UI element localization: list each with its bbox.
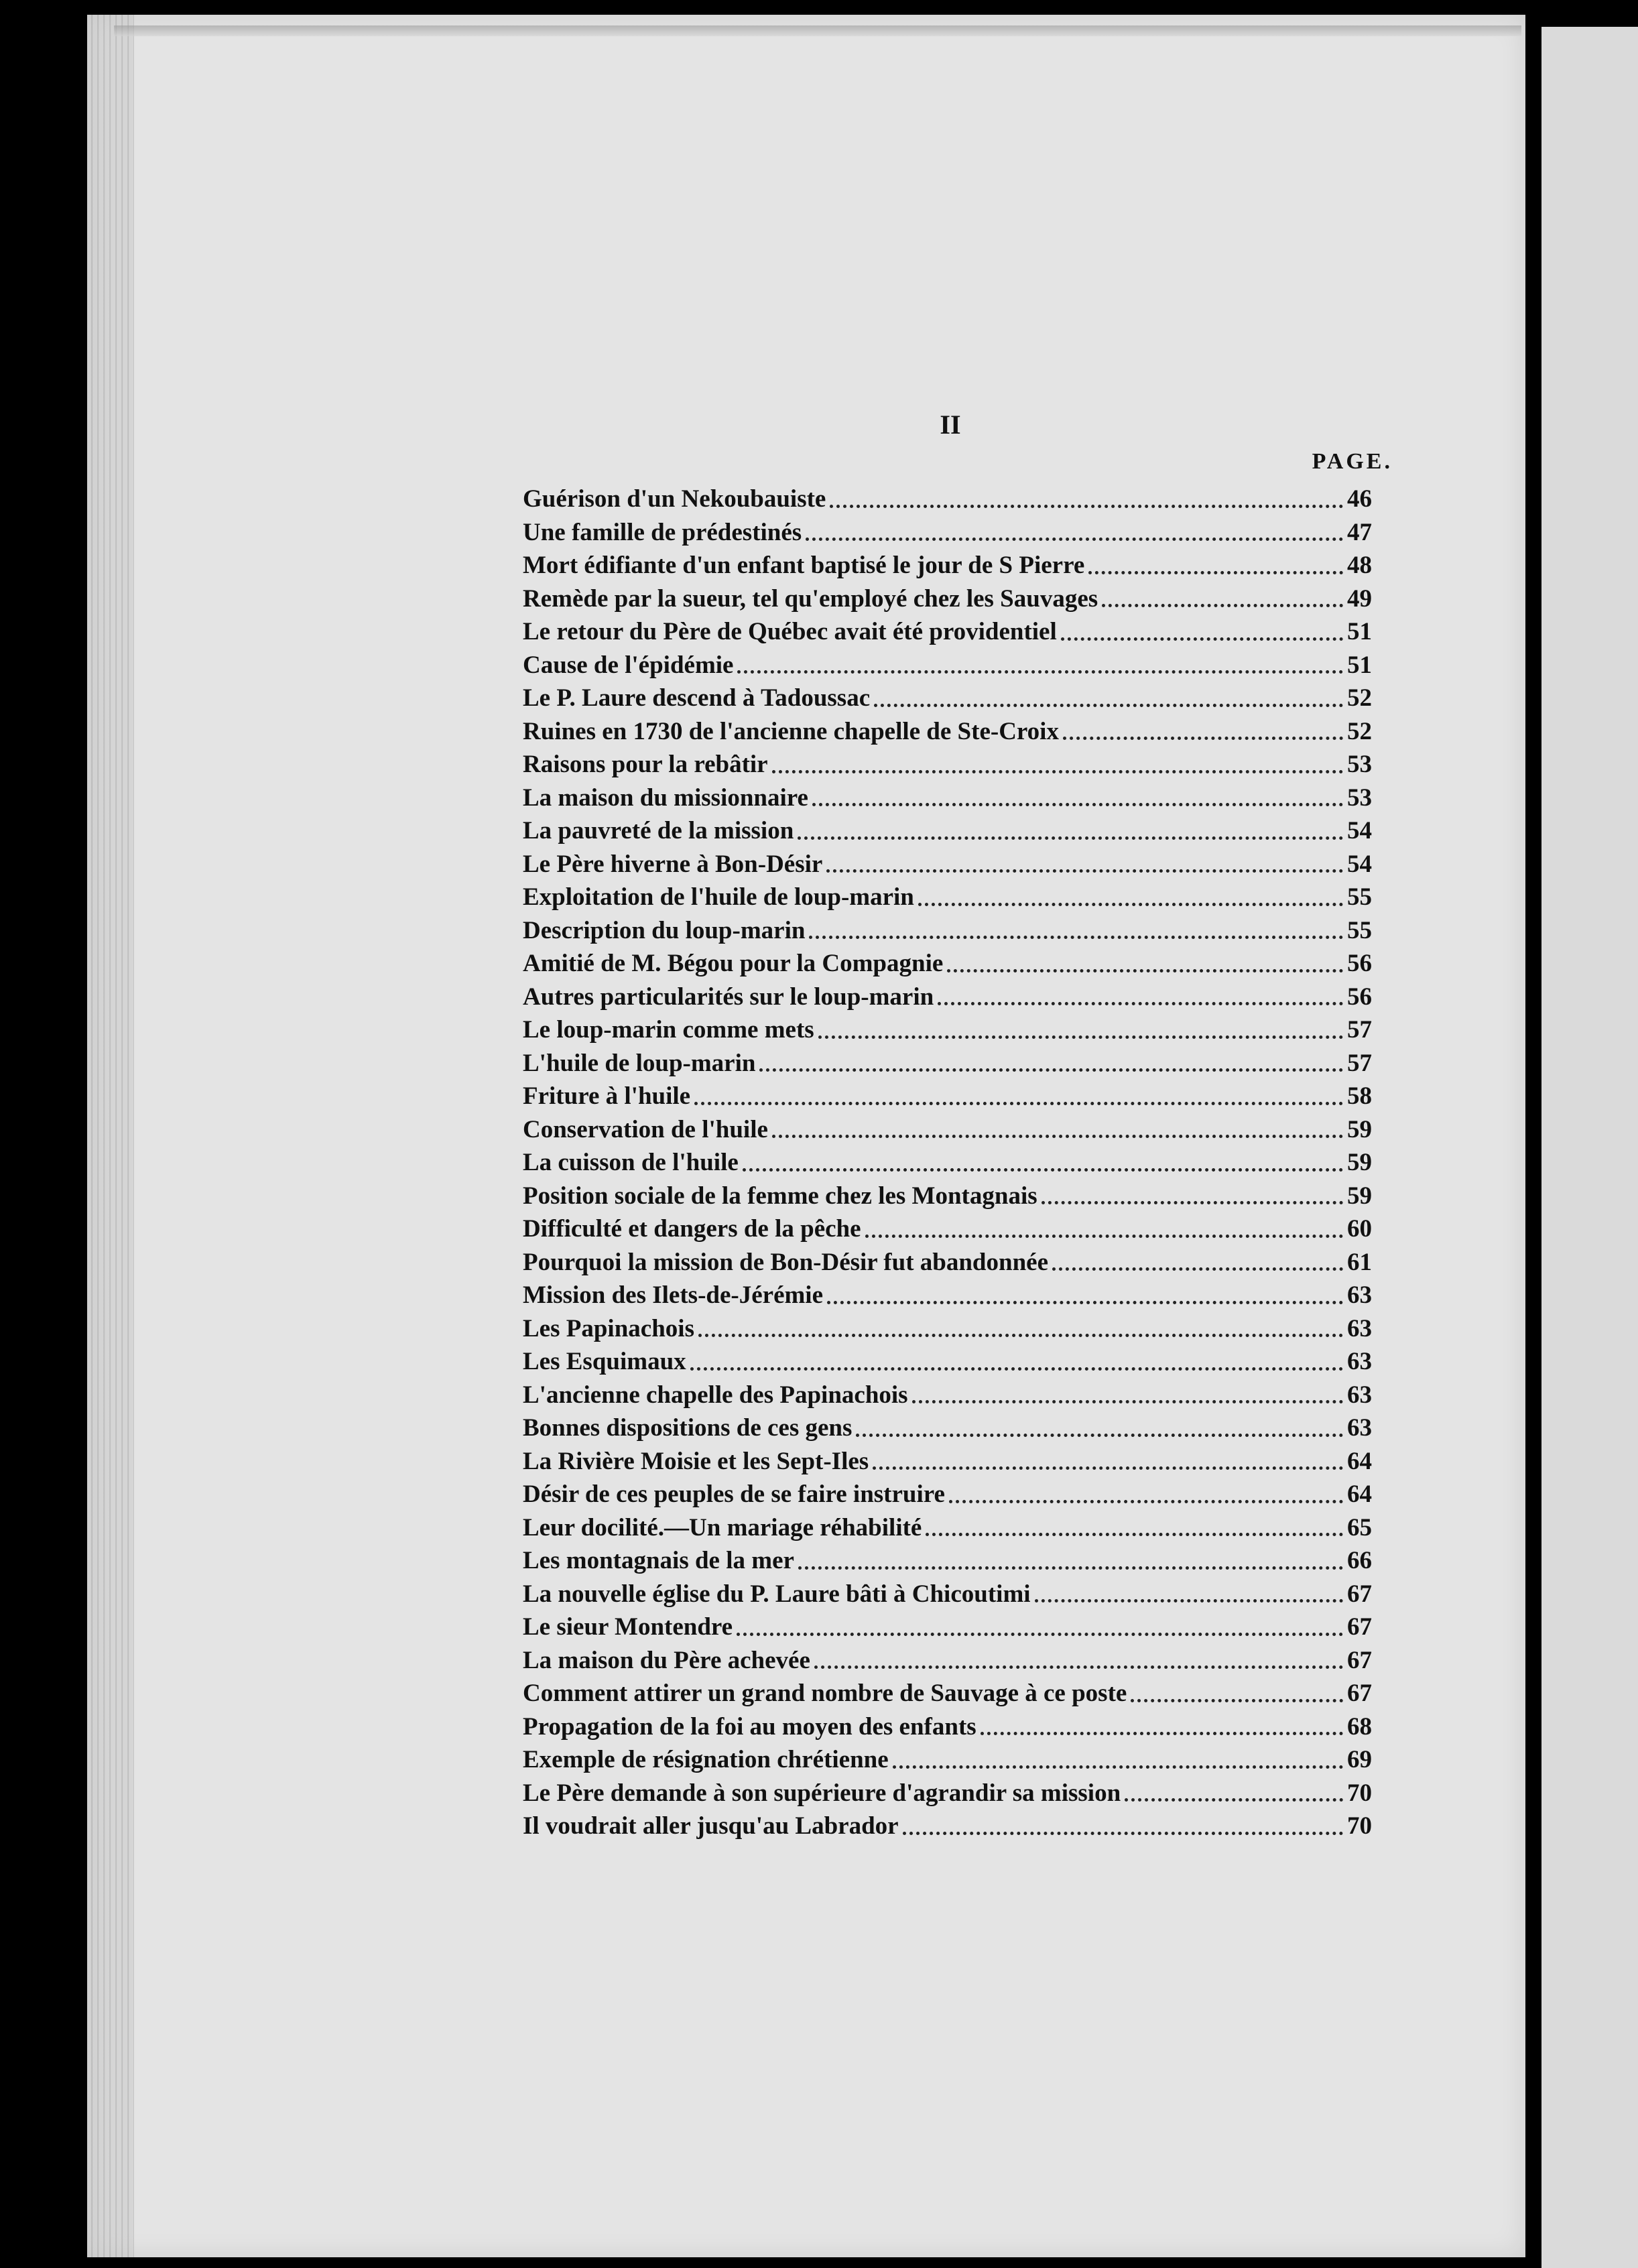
toc-entry <box>523 1113 1394 1147</box>
toc-entry <box>523 1180 1394 1213</box>
toc-entry-title: La pauvreté de la mission <box>523 817 794 844</box>
dot-leader <box>830 499 1343 508</box>
toc-entry-title: La cuisson de l'huile <box>523 1149 739 1176</box>
dot-leader <box>1102 598 1343 607</box>
toc-entry-page: 47 <box>1347 518 1372 546</box>
dot-leader <box>912 1395 1343 1403</box>
toc-entry-page: 55 <box>1347 883 1372 911</box>
toc-entry-title: La maison du missionnaire <box>523 783 808 812</box>
dot-leader <box>798 1561 1343 1570</box>
toc-entry-title: Cause de l'épidémie <box>523 651 734 679</box>
toc-entry-page: 61 <box>1347 1248 1372 1276</box>
toc-entry-title: Le retour du Père de Québec avait été providentiel <box>523 618 1057 645</box>
toc-entry <box>523 1013 1394 1047</box>
dot-leader <box>1042 1196 1343 1204</box>
dot-leader <box>826 864 1343 873</box>
toc-entry <box>523 881 1394 914</box>
dot-leader <box>698 1328 1343 1337</box>
toc-entry-title: Le Père hiverne à Bon-Désir <box>523 850 823 878</box>
dot-leader <box>865 1229 1343 1238</box>
dot-leader <box>938 997 1343 1005</box>
toc-entry-page: 67 <box>1347 1680 1372 1707</box>
toc-entry-page: 53 <box>1347 751 1372 778</box>
dot-leader <box>827 1296 1343 1304</box>
dot-leader <box>806 532 1343 541</box>
toc-entry <box>523 781 1394 815</box>
toc-entry-page: 54 <box>1347 817 1372 844</box>
toc-entry-page: 67 <box>1347 1646 1372 1674</box>
toc-entry-title: Exploitation de l'huile de loup-marin <box>523 883 914 911</box>
toc-entry-page: 63 <box>1347 1381 1372 1409</box>
toc-entry-page: 59 <box>1347 1115 1372 1143</box>
toc-entry-page: 51 <box>1347 618 1372 645</box>
toc-entry-page: 65 <box>1347 1513 1372 1541</box>
toc-entry-page: 58 <box>1347 1082 1372 1110</box>
toc-entry-title: Raisons pour la rebâtir <box>523 751 768 778</box>
toc-entry-title: Une famille de prédestinés <box>523 518 802 546</box>
dot-leader <box>893 1760 1343 1769</box>
toc-entry-title: Les montagnais de la mer <box>523 1547 794 1574</box>
dot-leader <box>737 665 1343 674</box>
toc-entry-title: La Rivière Moisie et les Sept-Iles <box>523 1447 869 1475</box>
toc-entry-page: 64 <box>1347 1447 1372 1475</box>
dot-leader <box>903 1826 1343 1835</box>
toc-entry <box>523 981 1394 1014</box>
dot-leader <box>772 765 1343 773</box>
toc-entry <box>523 1411 1394 1445</box>
dot-leader <box>798 831 1343 840</box>
toc-entry <box>523 1047 1394 1080</box>
toc-entry-page: 63 <box>1347 1281 1372 1309</box>
toc-entry <box>523 1677 1394 1710</box>
toc-entry-title: Les Esquimaux <box>523 1348 686 1375</box>
toc-entry-title: Exemple de résignation chrétienne <box>523 1746 889 1773</box>
toc-entry <box>523 1379 1394 1412</box>
toc-entry-page: 49 <box>1347 584 1372 613</box>
toc-entry <box>523 1544 1394 1578</box>
dot-leader <box>1088 566 1343 574</box>
toc-entry-page: 54 <box>1347 850 1372 878</box>
toc-entry <box>523 1578 1394 1611</box>
toc-entry-page: 53 <box>1347 783 1372 812</box>
page-top-edge <box>114 25 1521 36</box>
dot-leader <box>873 1461 1343 1470</box>
dot-leader <box>694 1096 1343 1105</box>
toc-entry-title: Difficulté et dangers de la pêche <box>523 1215 861 1243</box>
dot-leader <box>772 1129 1343 1138</box>
toc-entry-page: 59 <box>1347 1182 1372 1210</box>
toc-entry-title: Il voudrait aller jusqu'au Labrador <box>523 1812 899 1840</box>
toc-entry <box>523 549 1394 582</box>
toc-entry <box>523 1810 1394 1843</box>
page-marker: II <box>940 410 961 440</box>
toc-entry-title: Comment attirer un grand nombre de Sauvage à ce poste <box>523 1680 1127 1707</box>
dot-leader <box>947 964 1343 972</box>
toc-entry <box>523 615 1394 649</box>
toc-entry-page: 55 <box>1347 916 1372 944</box>
toc-entry <box>523 516 1394 550</box>
toc-entry-page: 51 <box>1347 651 1372 679</box>
toc-entry-title: L'huile de loup-marin <box>523 1049 756 1077</box>
toc-entry-title: Autres particularités sur le loup-marin <box>523 983 934 1011</box>
toc-entry-page: 70 <box>1347 1812 1372 1840</box>
toc-entry-page: 63 <box>1347 1314 1372 1342</box>
toc-entry-page: 57 <box>1347 1049 1372 1077</box>
toc-entry <box>523 483 1394 516</box>
scan-gutter <box>1525 0 1541 2268</box>
toc-entry-title: L'ancienne chapelle des Papinachois <box>523 1381 908 1409</box>
toc-entry-title: Conservation de l'huile <box>523 1115 768 1143</box>
dot-leader <box>809 930 1343 939</box>
toc-entry-title: Le Père demande à son supérieure d'agrandir sa mission <box>523 1779 1121 1807</box>
toc-entry-title: Mission des Ilets-de-Jérémie <box>523 1281 824 1309</box>
toc-entry-title: Désir de ces peuples de se faire instruire <box>523 1480 945 1508</box>
dot-leader <box>690 1362 1343 1371</box>
toc-entry-title: La maison du Père achevée <box>523 1646 810 1674</box>
toc-entry-title: Le loup-marin comme mets <box>523 1016 814 1044</box>
toc-entry <box>523 947 1394 981</box>
toc-entry-page: 57 <box>1347 1016 1372 1044</box>
page-stack-edges <box>87 15 134 2257</box>
toc-entry-page: 66 <box>1347 1547 1372 1574</box>
toc-entry <box>523 1146 1394 1180</box>
dot-leader <box>949 1495 1343 1503</box>
dot-leader <box>759 1063 1343 1072</box>
toc-entry-title: Leur docilité.—Un mariage réhabilité <box>523 1513 922 1541</box>
dot-leader <box>856 1428 1343 1437</box>
toc-entry-title: Pourquoi la mission de Bon-Désir fut abandonnée <box>523 1248 1049 1276</box>
toc-entry <box>523 1478 1394 1511</box>
toc-entry <box>523 1312 1394 1346</box>
dot-leader <box>1061 632 1343 641</box>
dot-leader <box>737 1627 1343 1636</box>
toc-entry <box>523 1279 1394 1312</box>
toc-entry-title: Ruines en 1730 de l'ancienne chapelle de Ste-Croix <box>523 717 1059 745</box>
page-column-header: PAGE. <box>1312 449 1393 474</box>
toc-entry-page: 67 <box>1347 1613 1372 1641</box>
toc-entry-title: Propagation de la foi au moyen des enfants <box>523 1712 976 1741</box>
toc-entry <box>523 1511 1394 1545</box>
toc-entry <box>523 1345 1394 1379</box>
toc-entry-page: 48 <box>1347 552 1372 579</box>
toc-entry <box>523 914 1394 948</box>
toc-entry-page: 63 <box>1347 1414 1372 1442</box>
table-of-contents <box>523 483 1394 1843</box>
toc-entry <box>523 682 1394 715</box>
toc-entry <box>523 1644 1394 1678</box>
toc-entry-title: Friture à l'huile <box>523 1082 691 1110</box>
toc-entry-title: Les Papinachois <box>523 1314 694 1342</box>
toc-entry-page: 68 <box>1347 1712 1372 1741</box>
toc-entry-title: Mort édifiante d'un enfant baptisé le jour de S Pierre <box>523 552 1085 579</box>
toc-entry-title: Le sieur Montendre <box>523 1613 733 1641</box>
toc-entry-title: Amitié de M. Bégou pour la Compagnie <box>523 950 944 977</box>
toc-entry <box>523 1710 1394 1744</box>
toc-entry-page: 46 <box>1347 485 1372 513</box>
toc-entry <box>523 1445 1394 1478</box>
toc-entry-page: 52 <box>1347 717 1372 745</box>
dot-leader <box>918 897 1343 906</box>
toc-entry-page: 60 <box>1347 1215 1372 1243</box>
toc-entry <box>523 649 1394 682</box>
facing-page-edge <box>1541 27 1638 2268</box>
toc-entry <box>523 848 1394 881</box>
toc-entry <box>523 582 1394 616</box>
toc-entry-page: 67 <box>1347 1580 1372 1608</box>
toc-entry-page: 52 <box>1347 684 1372 712</box>
toc-entry-title: Le P. Laure descend à Tadoussac <box>523 684 871 712</box>
toc-entry-page: 63 <box>1347 1348 1372 1375</box>
toc-entry <box>523 1777 1394 1810</box>
toc-entry <box>523 748 1394 781</box>
toc-entry <box>523 1611 1394 1644</box>
dot-leader <box>1063 731 1343 740</box>
toc-entry-title: Position sociale de la femme chez les Montagnais <box>523 1182 1037 1210</box>
toc-entry <box>523 1743 1394 1777</box>
dot-leader <box>1125 1793 1343 1802</box>
dot-leader <box>812 798 1343 806</box>
dot-leader <box>818 1030 1343 1039</box>
toc-entry-title: Description du loup-marin <box>523 916 806 944</box>
toc-entry-page: 56 <box>1347 950 1372 977</box>
dot-leader <box>926 1527 1343 1536</box>
dot-leader <box>1052 1262 1343 1271</box>
dot-leader <box>1131 1694 1343 1702</box>
toc-entry-page: 64 <box>1347 1480 1372 1508</box>
toc-entry-page: 70 <box>1347 1779 1372 1807</box>
toc-entry <box>523 1246 1394 1279</box>
dot-leader <box>1035 1594 1343 1602</box>
toc-entry-title: La nouvelle église du P. Laure bâti à Chicoutimi <box>523 1580 1031 1608</box>
dot-leader <box>981 1726 1343 1735</box>
dot-leader <box>874 698 1343 707</box>
toc-entry <box>523 814 1394 848</box>
dot-leader <box>743 1163 1343 1172</box>
toc-entry <box>523 715 1394 749</box>
toc-entry-title: Bonnes dispositions de ces gens <box>523 1414 853 1442</box>
toc-entry-title: Guérison d'un Nekoubauiste <box>523 485 826 513</box>
toc-entry-page: 69 <box>1347 1746 1372 1773</box>
toc-entry-page: 56 <box>1347 983 1372 1011</box>
dot-leader <box>814 1660 1343 1669</box>
toc-entry-page: 59 <box>1347 1149 1372 1176</box>
toc-entry-title: Remède par la sueur, tel qu'employé chez les Sauvages <box>523 584 1098 613</box>
toc-entry <box>523 1212 1394 1246</box>
toc-entry <box>523 1080 1394 1113</box>
